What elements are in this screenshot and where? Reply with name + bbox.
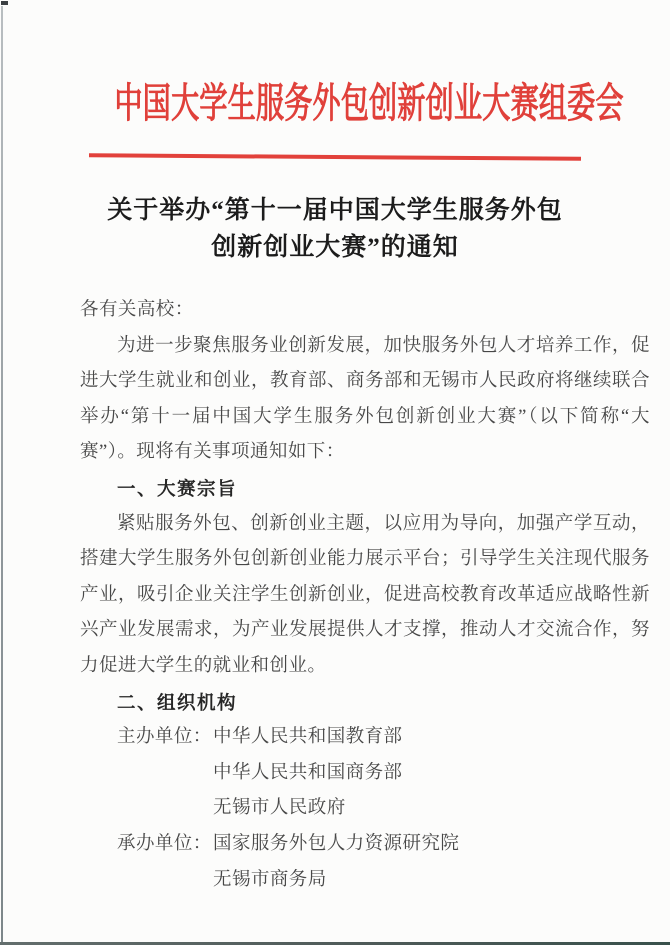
host-organizer-item: 中华人民共和国商务部 [213,762,403,783]
undertaker-organizer-item: 无锡市商务局 [213,869,327,890]
scan-edge-left [1,6,3,943]
undertaker-organizers-values [213,827,459,898]
organizers-block [117,720,650,898]
undertaker-organizers-label: 承办单位： [117,833,212,854]
host-organizers-values [213,720,403,827]
letterhead-divider-rule [89,153,581,160]
letterhead-org-title-text: 中国大学生服务外包创新创业大赛组委会 [114,80,624,126]
document-title-line2: 创新创业大赛”的通知 [211,234,459,261]
host-organizer-item: 中华人民共和国教育部 [213,727,403,748]
section-body-purpose: 紧贴服务外包、创新创业主题，以应用为导向，加强产学互动，搭建大学生服务外包创新创业能力展示平台；引导学生关注现代服务产业，吸引企业关注学生创新创业，促进高校教育改革适应战略性新兴产业发展需求，为产业发展提供人才支撑，推动人才交流合作，努力促进大学生的就业和创业。 [80,513,650,676]
host-organizers-row [117,720,650,827]
section-heading-purpose: 一、大赛宗旨 [117,477,238,499]
undertaker-organizer-item: 国家服务外包人力资源研究院 [213,833,460,854]
document-body [0,266,670,898]
letterhead-org-title [0,0,670,128]
section-heading-organization: 二、组织机构 [117,691,238,713]
host-organizer-item: 无锡市人民政府 [213,798,346,819]
host-organizers-label: 主办单位： [117,727,212,748]
document-title-line1: 关于举办“第十一届中国大学生服务外包 [107,197,563,224]
intro-paragraph: 为进一步聚焦服务业创新发展，加快服务外包人才培养工作，促进大学生就业和创业，教育部、商务部和无锡市人民政府将继续联合举办“第十一届中国大学生服务外包创新创业大赛”（以下简称“大赛”）。现将有关事项通知如下： [80,335,650,463]
salutation: 各有关高校： [80,300,194,320]
document-title [0,192,670,266]
undertaker-organizers-row [117,827,650,898]
scan-corner-mark [1,1,8,5]
letterhead [0,0,670,159]
